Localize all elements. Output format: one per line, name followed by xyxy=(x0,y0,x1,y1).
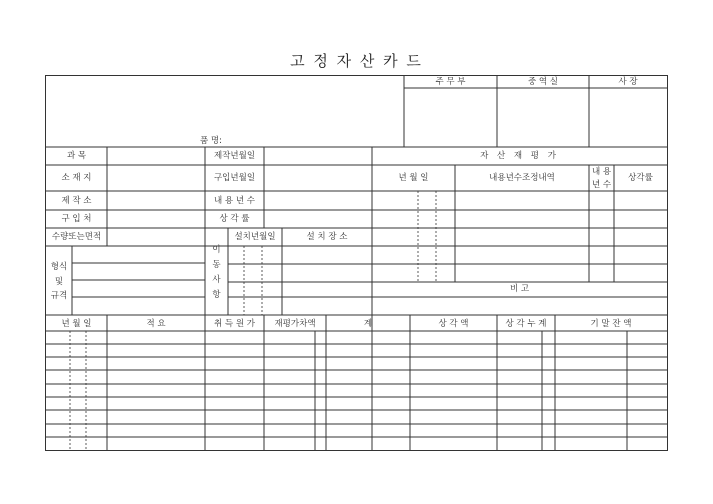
label-spec-2: 및 xyxy=(54,277,64,287)
approval-exec-label: 중 역 실 xyxy=(527,77,559,87)
label-revaluation: 자 산 재 평 가 xyxy=(480,151,559,161)
approval-ceo-label: 사 장 xyxy=(618,77,638,87)
label-bought-date: 구입년월일 xyxy=(213,173,256,183)
label-made-date: 제작년월일 xyxy=(213,151,256,161)
label-install-date: 설치년월일 xyxy=(234,232,276,242)
label-maker: 제 작 소 xyxy=(61,196,92,206)
label-move-3: 사 xyxy=(212,275,221,285)
item-name-label: 품 명: xyxy=(200,136,222,146)
ledger-reval-diff: 재평가차액 xyxy=(274,319,316,329)
ledger-cost: 취 득 원 가 xyxy=(214,319,255,329)
reval-date: 년 월 일 xyxy=(398,173,429,183)
label-quantity: 수량또는면적 xyxy=(51,232,102,242)
label-useful-life: 내 용 년 수 xyxy=(214,196,255,206)
label-move-1: 이 xyxy=(212,245,221,255)
label-remarks: 비 고 xyxy=(509,284,530,294)
reval-adjust: 내용년수조정내역 xyxy=(489,173,555,183)
label-spec-3: 규격 xyxy=(50,291,68,301)
ledger-depreciation: 상 각 액 xyxy=(438,319,469,329)
ledger-date: 년 월 일 xyxy=(61,319,92,329)
label-category: 과 목 xyxy=(66,151,87,161)
label-dep-rate: 상 각 률 xyxy=(219,214,250,224)
label-move-4: 항 xyxy=(212,290,221,300)
label-location: 소 재 지 xyxy=(61,173,92,183)
ledger-summary: 적 요 xyxy=(146,319,166,329)
ledger-end-balance: 기 말 잔 액 xyxy=(590,319,632,329)
reval-life-2: 년 수 xyxy=(591,180,612,190)
label-move-2: 동 xyxy=(212,260,221,270)
reval-rate: 상각률 xyxy=(628,173,653,183)
label-spec-1: 형식 xyxy=(50,262,68,272)
label-install-place: 설 치 장 소 xyxy=(306,232,348,242)
label-vendor: 구 입 처 xyxy=(61,214,92,224)
reval-life-1: 내 용 xyxy=(591,167,612,177)
ledger-accum-dep: 상 각 누 계 xyxy=(505,319,547,329)
form-title: 고 정 자 산 카 드 xyxy=(290,52,423,70)
approval-dept-label: 주 무 부 xyxy=(435,77,466,87)
ledger-total: 계 xyxy=(363,319,373,329)
